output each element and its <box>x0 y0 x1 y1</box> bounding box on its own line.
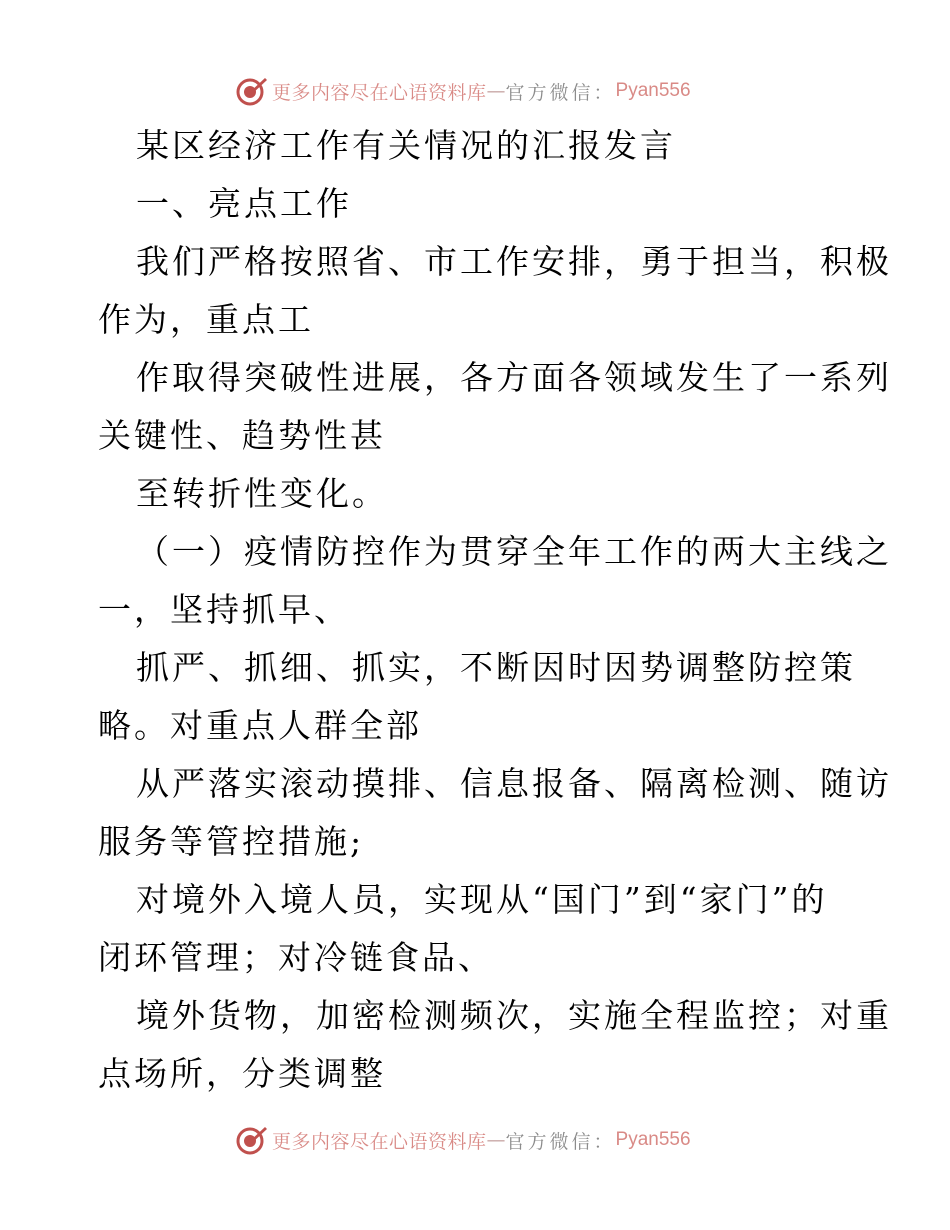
banner-wechat-handle: Pyan556 <box>615 80 691 101</box>
banner-brand-text: 更多内容尽在心语资料库 <box>272 1130 487 1153</box>
pen-circle-logo-icon <box>236 75 268 107</box>
banner-brand-text: 更多内容尽在心语资料库 <box>272 81 487 104</box>
banner-official-label: 官方微信： <box>505 1130 616 1153</box>
paragraph-line: 一，坚持抓早、 <box>98 590 350 629</box>
pen-circle-logo-icon <box>236 1124 268 1156</box>
banner-wechat-handle: Pyan556 <box>615 1129 691 1150</box>
banner-official-label: 官方微信： <box>505 81 616 104</box>
document-title: 某区经济工作有关情况的汇报发言 <box>136 126 676 165</box>
footer-watermark-banner <box>236 1122 716 1158</box>
paragraph-line: 至转折性变化。 <box>136 474 388 513</box>
subsection-line: （一）疫情防控作为贯穿全年工作的两大主线之 <box>136 532 892 571</box>
paragraph-line: 作为，重点工 <box>98 300 314 339</box>
paragraph-line: 服务等管控措施; <box>98 822 365 861</box>
paragraph-line: 闭环管理；对冷链食品、 <box>98 938 494 977</box>
paragraph-line: 略。对重点人群全部 <box>98 706 422 745</box>
paragraph-line: 抓严、抓细、抓实，不断因时因势调整防控策 <box>136 648 856 687</box>
header-watermark-banner <box>236 73 716 109</box>
paragraph-line: 对境外入境人员，实现从“国门”到“家门”的 <box>136 880 828 919</box>
paragraph-line: 境外货物，加密检测频次，实施全程监控；对重 <box>136 996 892 1035</box>
banner-separator: — <box>486 80 506 102</box>
section-heading: 一、亮点工作 <box>136 184 352 223</box>
paragraph-line: 从严落实滚动摸排、信息报备、隔离检测、随访 <box>136 764 892 803</box>
banner-separator: — <box>486 1129 506 1151</box>
paragraph-line: 点场所，分类调整 <box>98 1054 386 1093</box>
paragraph-line: 关键性、趋势性甚 <box>98 416 386 455</box>
paragraph-line: 作取得突破性进展，各方面各领域发生了一系列 <box>136 358 892 397</box>
paragraph-line: 我们严格按照省、市工作安排，勇于担当，积极 <box>136 242 892 281</box>
document-body <box>98 117 892 1103</box>
